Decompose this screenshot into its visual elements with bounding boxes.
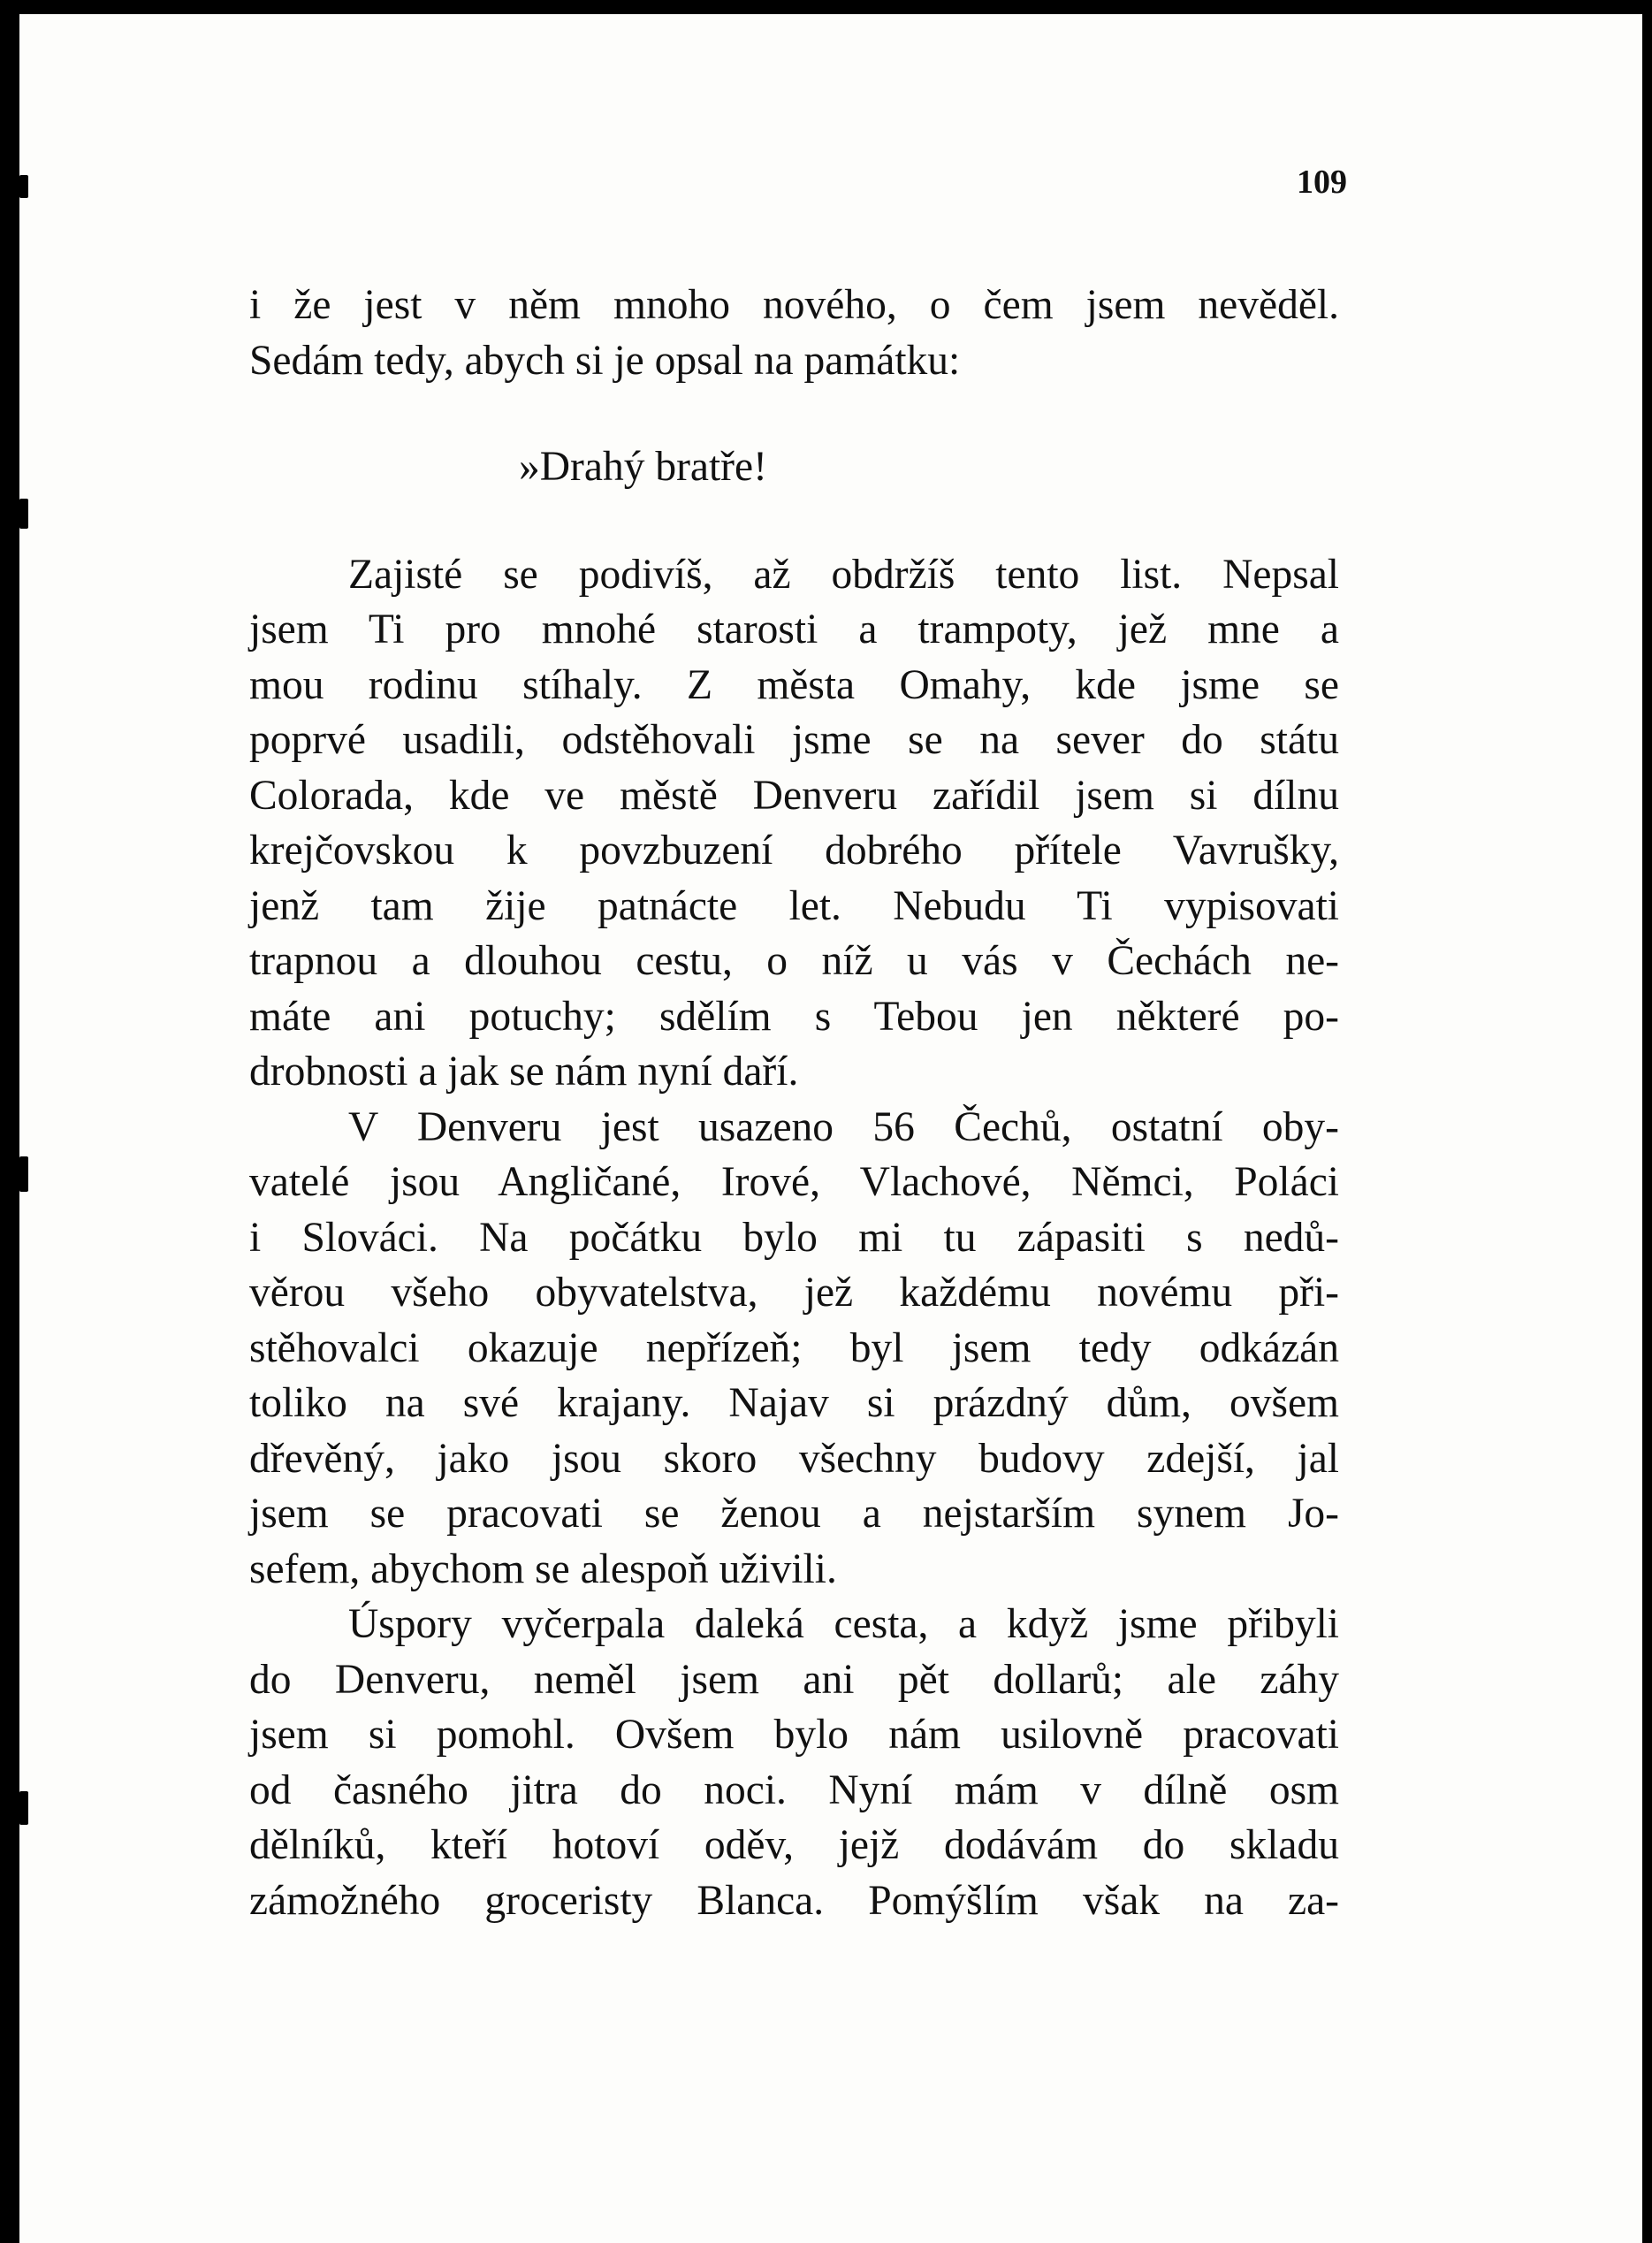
text-line: vatelé jsou Angličané, Irové, Vlachové, Němci, Poláci bbox=[249, 1159, 1339, 1205]
letter-salutation: »Drahý bratře! bbox=[519, 444, 767, 490]
text-line: zámožného groceristy Blanca. Pomýšlím však na za- bbox=[249, 1877, 1339, 1924]
text-line: Zajisté se podivíš, až obdržíš tento list. Nepsal bbox=[348, 551, 1339, 598]
text-line: i že jest v něm mnoho nového, o čem jsem nevěděl. bbox=[249, 282, 1339, 328]
text-line: věrou všeho obyvatelstva, jež každému novému při- bbox=[249, 1270, 1339, 1316]
text-line: poprvé usadili, odstěhovali jsme se na sever do státu bbox=[249, 717, 1339, 763]
text-line: od časného jitra do noci. Nyní mám v dílně osm bbox=[249, 1766, 1339, 1813]
text-line: máte ani potuchy; sdělím s Tebou jen některé po- bbox=[249, 993, 1339, 1040]
text-line: mou rodinu stíhaly. Z města Omahy, kde jsme se bbox=[249, 661, 1339, 708]
text-line: krejčovskou k povzbuzení dobrého přítele Vavrušky, bbox=[249, 828, 1339, 874]
text-line: jenž tam žije patnácte let. Nebudu Ti vypisovati bbox=[249, 882, 1339, 929]
text-line: sefem, abychom se alespoň uživili. bbox=[249, 1545, 837, 1592]
text-line: toliko na své krajany. Najav si prázdný dům, ovšem bbox=[249, 1380, 1339, 1426]
text-line: Colorada, kde ve městě Denveru zařídil jsem si dílnu bbox=[249, 772, 1339, 819]
text-line: jsem se pracovati se ženou a nejstarším synem Jo- bbox=[249, 1491, 1339, 1537]
page-edge-mark bbox=[19, 1156, 28, 1192]
text-line: dělníků, kteří hotoví oděv, jejž dodávám do skladu bbox=[249, 1822, 1339, 1868]
page-edge-mark bbox=[19, 175, 28, 198]
body-text bbox=[249, 278, 1339, 1928]
text-line: Sedám tedy, abych si je opsal na památku: bbox=[249, 337, 961, 384]
text-line: V Denveru jest usazeno 56 Čechů, ostatní oby- bbox=[348, 1103, 1339, 1150]
text-line: jsem si pomohl. Ovšem bylo nám usilovně pracovati bbox=[249, 1712, 1339, 1758]
page-edge-mark bbox=[19, 499, 28, 529]
text-line: drobnosti a jak se nám nyní daří. bbox=[249, 1049, 799, 1095]
text-line: do Denveru, neměl jsem ani pět dollarů; ale záhy bbox=[249, 1656, 1339, 1703]
book-page bbox=[19, 14, 1642, 2243]
text-line: dřevěný, jako jsou skoro všechny budovy zdejší, jal bbox=[249, 1435, 1339, 1482]
text-line: i Slováci. Na počátku bylo mi tu zápasiti s nedů- bbox=[249, 1214, 1339, 1261]
page-number: 109 bbox=[1297, 164, 1347, 201]
text-line: trapnou a dlouhou cestu, o níž u vás v Čechách ne- bbox=[249, 938, 1339, 984]
page-edge-mark bbox=[19, 1791, 28, 1825]
text-line: stěhovalci okazuje nepřízeň; byl jsem tedy odkázán bbox=[249, 1324, 1339, 1371]
text-line: jsem Ti pro mnohé starosti a trampoty, jež mne a bbox=[249, 607, 1339, 652]
text-line: Úspory vyčerpala daleká cesta, a když jsme přibyli bbox=[348, 1601, 1339, 1647]
